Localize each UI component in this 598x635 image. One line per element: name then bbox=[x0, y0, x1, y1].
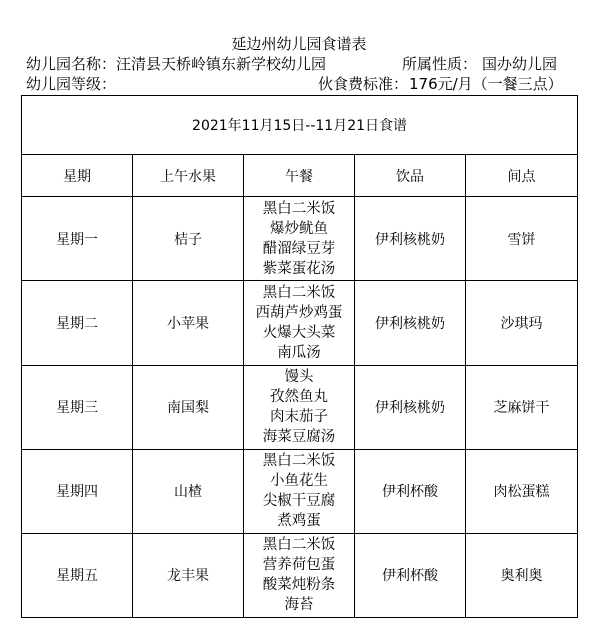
snack-cell: 芝麻饼干 bbox=[466, 365, 578, 449]
day-cell: 星期二 bbox=[22, 281, 133, 365]
lunch-dish: 黑白二米饭 bbox=[262, 285, 336, 302]
nature-label: 所属性质： bbox=[402, 55, 478, 73]
table-row bbox=[22, 197, 578, 281]
kindergarten-name-label: 幼儿园名称： bbox=[26, 55, 117, 73]
fee-label: 伙食费标准： bbox=[318, 75, 409, 93]
lunch-dish: 煮鸡蛋 bbox=[277, 513, 321, 530]
lunch-dish: 黑白二米饭 bbox=[262, 537, 336, 554]
lunch-dish: 紫菜蛋花汤 bbox=[262, 260, 336, 277]
drink-cell: 伊利核桃奶 bbox=[355, 281, 466, 365]
snack-cell: 沙琪玛 bbox=[466, 281, 578, 365]
level-label: 幼儿园等级： bbox=[26, 75, 117, 93]
snack-cell: 肉松蛋糕 bbox=[466, 449, 578, 533]
lunch-dish: 小鱼花生 bbox=[270, 473, 328, 490]
fruit-cell: 桔子 bbox=[133, 197, 244, 281]
lunch-dish: 尖椒干豆腐 bbox=[262, 493, 336, 510]
snack-cell: 雪饼 bbox=[466, 197, 578, 281]
drink-cell: 伊利核桃奶 bbox=[355, 197, 466, 281]
lunch-cell bbox=[244, 449, 355, 533]
day-cell: 星期三 bbox=[22, 365, 133, 449]
lunch-dish: 西葫芦炒鸡蛋 bbox=[255, 305, 343, 322]
lunch-dish: 孜然鱼丸 bbox=[270, 389, 328, 406]
menu-table bbox=[21, 95, 578, 618]
kindergarten-info-row bbox=[26, 54, 571, 74]
lunch-dish: 营养荷包蛋 bbox=[262, 557, 336, 574]
drink-cell: 伊利核桃奶 bbox=[355, 365, 466, 449]
lunch-dish: 海菜豆腐汤 bbox=[262, 429, 336, 446]
snack-cell: 奥利奥 bbox=[466, 533, 578, 617]
fruit-cell: 山楂 bbox=[133, 449, 244, 533]
page-title: 延边州幼儿园食谱表 bbox=[231, 35, 367, 53]
lunch-dish: 海苔 bbox=[284, 597, 314, 614]
day-cell: 星期五 bbox=[22, 533, 133, 617]
fee-value: 176元/月（一餐三点） bbox=[409, 75, 563, 93]
kindergarten-name: 汪清县天桥岭镇东新学校幼儿园 bbox=[116, 55, 327, 73]
fruit-cell: 南国梨 bbox=[133, 365, 244, 449]
nature-value: 国办幼儿园 bbox=[482, 55, 558, 73]
lunch-dish: 馒头 bbox=[284, 369, 314, 386]
lunch-dish: 肉末茄子 bbox=[270, 409, 328, 426]
lunch-dish: 黑白二米饭 bbox=[262, 453, 336, 470]
menu-period: 2021年11月15日--11月21日食谱 bbox=[22, 96, 578, 155]
lunch-dish: 爆炒鱿鱼 bbox=[270, 220, 328, 237]
header-drink: 饮品 bbox=[355, 154, 466, 197]
table-row bbox=[22, 533, 578, 617]
drink-cell: 伊利杯酸 bbox=[355, 449, 466, 533]
lunch-dish: 火爆大头菜 bbox=[262, 325, 336, 342]
fruit-cell: 龙丰果 bbox=[133, 533, 244, 617]
header-snack: 间点 bbox=[466, 154, 578, 197]
day-cell: 星期四 bbox=[22, 449, 133, 533]
day-cell: 星期一 bbox=[22, 197, 133, 281]
lunch-cell bbox=[244, 281, 355, 365]
table-row bbox=[22, 281, 578, 365]
lunch-dish: 酸菜炖粉条 bbox=[262, 577, 336, 594]
header-lunch: 午餐 bbox=[244, 154, 355, 197]
lunch-cell bbox=[244, 197, 355, 281]
kindergarten-level-row bbox=[26, 74, 571, 94]
fruit-cell: 小苹果 bbox=[133, 281, 244, 365]
lunch-cell bbox=[244, 533, 355, 617]
table-row bbox=[22, 365, 578, 449]
table-row bbox=[22, 449, 578, 533]
header-fruit: 上午水果 bbox=[133, 154, 244, 197]
lunch-cell bbox=[244, 365, 355, 449]
lunch-dish: 南瓜汤 bbox=[277, 345, 321, 362]
header-day: 星期 bbox=[22, 154, 133, 197]
drink-cell: 伊利杯酸 bbox=[355, 533, 466, 617]
lunch-dish: 醋溜绿豆芽 bbox=[262, 240, 336, 257]
lunch-dish: 黑白二米饭 bbox=[262, 200, 336, 217]
